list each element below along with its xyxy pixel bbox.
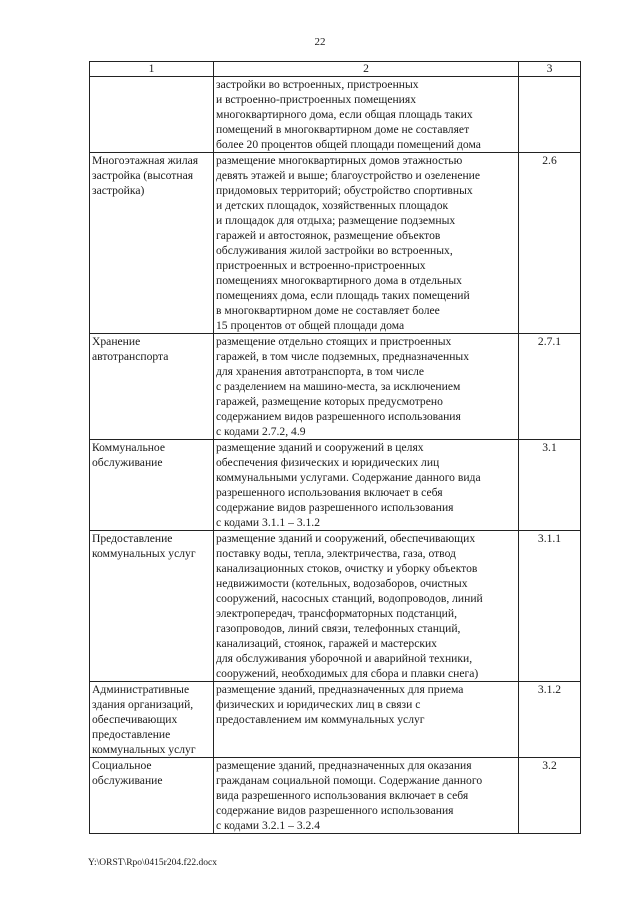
table-row [90, 682, 581, 758]
column-header-2: 2 [214, 62, 519, 77]
use-type-name [90, 77, 214, 153]
table-row [90, 440, 581, 531]
column-header-3: 3 [519, 62, 581, 77]
footer-file-path: Y:\ORST\Rpo\0415r204.f22.docx [88, 858, 217, 868]
table-row [90, 758, 581, 834]
use-type-description: размещение зданий и сооружений, обеспечивающих поставку воды, тепла, электричества, газа, отвод канализационных стоков, очистку и уборку объектов недвижимости (котельных, водозаборов, очистных сооружений, насосных станций, водопроводов, линий электропередач, трансформаторных подстанций, газопроводов, линий связи, телефонных станций, канализаций, стоянок, гаражей и мастерских для обслуживания уборочной и аварийной техники, сооружений, необходимых для сбора и плавки снега) [214, 531, 519, 682]
table-row [90, 77, 581, 153]
use-type-code: 2.6 [519, 153, 581, 334]
use-type-code: 3.2 [519, 758, 581, 834]
page-number: 22 [314, 36, 326, 48]
table-row [90, 153, 581, 334]
use-type-description: размещение многоквартирных домов этажностью девять этажей и выше; благоустройство и озеленение придомовых территорий; обустройство спортивных и детских площадок, хозяйственных площадок и площадок для отдыха; размещение подземных гаражей и автостоянок, размещение объектов обслуживания жилой застройки во встроенных, пристроенных и встроенно-пристроенных помещениях многоквартирного дома в отдельных помещениях дома, если площадь таких помещений в многоквартирном доме не составляет более 15 процентов от общей площади дома [214, 153, 519, 334]
use-type-code: 3.1 [519, 440, 581, 531]
use-type-code: 3.1.1 [519, 531, 581, 682]
table-row [90, 531, 581, 682]
table-header-row [90, 62, 581, 77]
use-type-description: размещение зданий, предназначенных для приема физических и юридических лиц в связи с предоставлением им коммунальных услуг [214, 682, 519, 758]
use-type-name: Предоставление коммунальных услуг [90, 531, 214, 682]
use-type-code [519, 77, 581, 153]
column-header-1: 1 [90, 62, 214, 77]
use-type-description: застройки во встроенных, пристроенных и встроенно-пристроенных помещениях многоквартирного дома, если общая площадь таких помещений в многоквартирном доме не составляет более 20 процентов общей площади помещений дома [214, 77, 519, 153]
use-type-code: 2.7.1 [519, 334, 581, 440]
table-row [90, 334, 581, 440]
use-type-code: 3.1.2 [519, 682, 581, 758]
use-type-name: Многоэтажная жилая застройка (высотная застройка) [90, 153, 214, 334]
use-type-name: Коммунальное обслуживание [90, 440, 214, 531]
use-type-name: Административные здания организаций, обеспечивающих предоставление коммунальных услуг [90, 682, 214, 758]
use-type-description: размещение отдельно стоящих и пристроенных гаражей, в том числе подземных, предназначенных для хранения автотранспорта, в том числе с разделением на машино-места, за исключением гаражей, размещение которых предусмотрено содержанием видов разрешенного использования с кодами 2.7.2, 4.9 [214, 334, 519, 440]
use-type-name: Социальное обслуживание [90, 758, 214, 834]
use-type-description: размещение зданий и сооружений в целях обеспечения физических и юридических лиц коммунальными услугами. Содержание данного вида разрешенного использования включает в себя содержание видов разрешенного использования с кодами 3.1.1 – 3.1.2 [214, 440, 519, 531]
use-type-description: размещение зданий, предназначенных для оказания гражданам социальной помощи. Содержание данного вида разрешенного использования включает в себя содержание видов разрешенного использования с кодами 3.2.1 – 3.2.4 [214, 758, 519, 834]
land-use-table [89, 61, 581, 834]
use-type-name: Хранение автотранспорта [90, 334, 214, 440]
